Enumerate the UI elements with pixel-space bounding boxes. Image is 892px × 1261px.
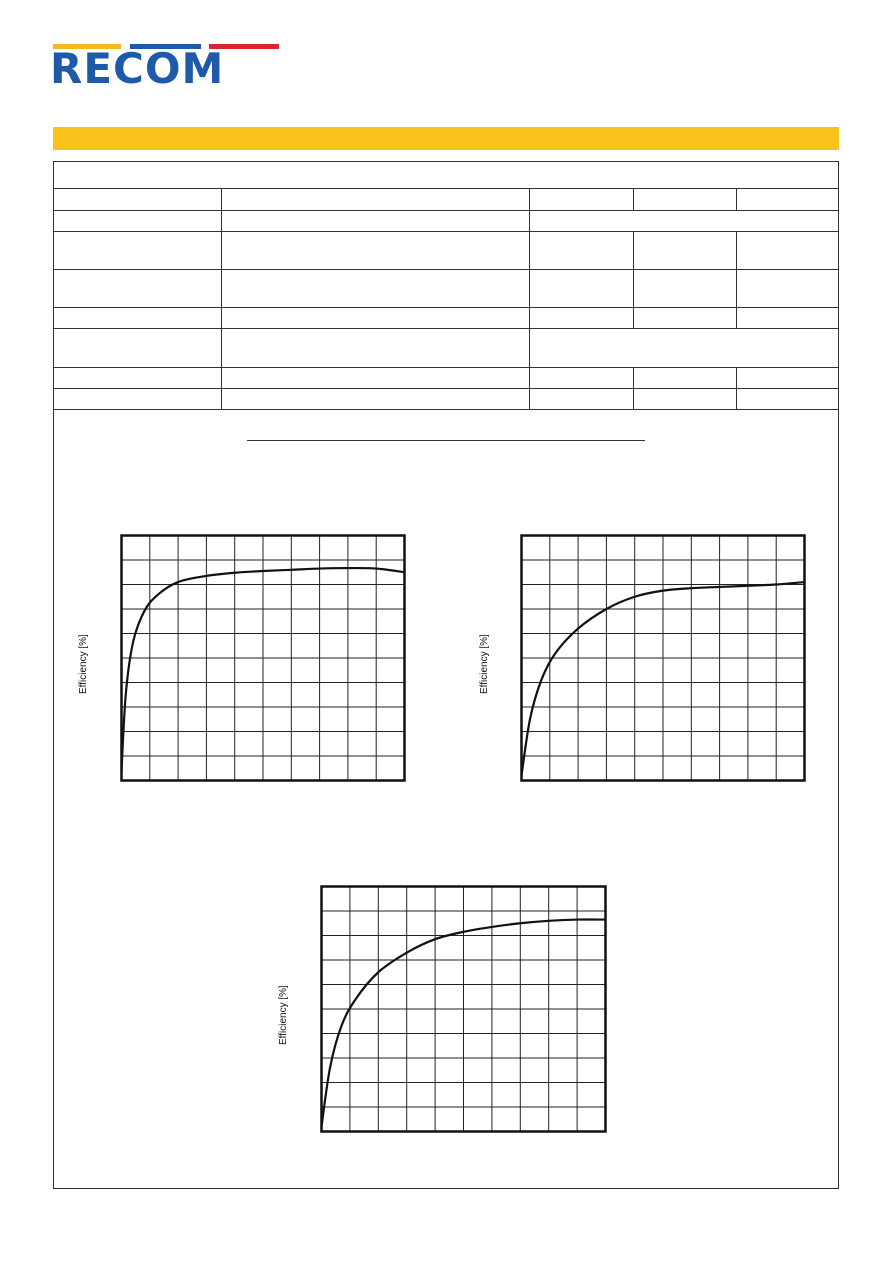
table-column-rule [529,188,530,409]
table-column-rule [633,188,634,210]
table-column-rule [633,367,634,409]
table-rule [54,328,838,329]
table-rule [54,269,838,270]
table-rule [54,188,838,189]
recom-logo [50,44,279,93]
table-rule [54,367,838,368]
table-rule [54,409,838,410]
table-rule [54,231,838,232]
table-column-rule [633,231,634,328]
table-rule [54,210,838,211]
table-column-rule [736,231,737,328]
content-frame [53,161,839,1189]
section-banner [53,127,839,150]
y-axis-label: Efficiency [%] [78,634,89,694]
section-title-underline [247,440,645,441]
table-rule [54,307,838,308]
table-column-rule [736,367,737,409]
efficiency-chart-2 [520,534,806,782]
table-column-rule [736,188,737,210]
efficiency-chart-1 [120,534,406,782]
efficiency-chart-3 [320,885,607,1133]
table-column-rule [221,188,222,409]
y-axis-label: Efficiency [%] [278,985,289,1045]
y-axis-label: Efficiency [%] [479,634,490,694]
logo-wordmark: RECOM [50,44,225,93]
table-rule [54,388,838,389]
